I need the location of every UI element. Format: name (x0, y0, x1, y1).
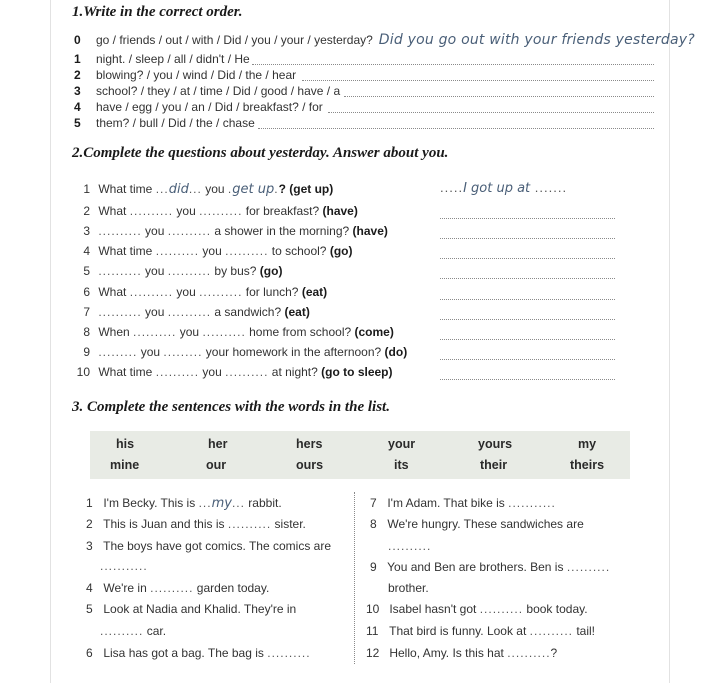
s2-answer-7[interactable] (440, 319, 615, 320)
s1-item-2 (74, 68, 296, 82)
word-list-box (90, 431, 630, 479)
s2-item-10: 10 What time .......... you .......... at night? (go to sleep) (76, 365, 393, 379)
verb-hint: ? (get up) (278, 182, 334, 196)
s2-item-5: 5 .......... you .......... by bus? (go) (83, 264, 283, 278)
s2-item-9: 9 ......... you ......... your homework in the afternoon? (do) (83, 345, 408, 359)
s3-sentence-9: 9 You and Ben are brothers. Ben is .......... (370, 560, 611, 574)
word-yours: yours (478, 437, 513, 451)
question-subject: you (205, 182, 225, 196)
question-start: What time (98, 182, 153, 196)
answer-line-2[interactable] (302, 80, 654, 81)
s3-sentence-5: 5 Look at Nadia and Khalid. They're in (86, 602, 297, 616)
s2-item-8: 8 When .......... you .......... home from school? (come) (83, 325, 394, 339)
item-number: 4 (74, 100, 81, 114)
s3-sentence-8-blank[interactable]: .......... (388, 539, 432, 553)
s2-answer-10[interactable] (440, 379, 615, 380)
s3-sentence-8: 8 We're hungry. These sandwiches are (370, 517, 584, 531)
word-our: our (206, 458, 227, 472)
s3-sentence-6: 6 Lisa has got a bag. The bag is .......... (86, 646, 311, 660)
s1-item-4 (74, 100, 323, 114)
s2-answer-8[interactable] (440, 339, 615, 340)
s2-answer-6[interactable] (440, 299, 615, 300)
s2-answer-1[interactable]: .....I got up at ....... (440, 180, 568, 196)
s2-item-7: 7 .......... you .......... a sandwich? (eat) (83, 305, 310, 319)
s2-item-2: 2 What .......... you .......... for breakfast? (have) (83, 204, 358, 218)
s2-answer-4[interactable] (440, 258, 615, 259)
s2-item-1: 1 What time ...did... you .get up.? (get up) (74, 182, 333, 197)
word-ours: ours (296, 458, 324, 472)
answer-line-1[interactable] (252, 64, 654, 65)
item-number: 1 (83, 182, 90, 196)
handwritten-answer: Did you go out with your friends yesterday? (378, 32, 695, 48)
s3-sentence-5-cont: .......... car. (100, 624, 167, 638)
s3-sentence-9-cont: brother. (388, 581, 429, 595)
s2-answer-3[interactable] (440, 238, 615, 239)
s3-sentence-4: 4 We're in .......... garden today. (86, 581, 270, 595)
word-its: its (394, 458, 409, 472)
section1-title: 1.Write in the correct order. (72, 4, 243, 20)
handwritten-answer: I got up at (463, 181, 531, 196)
word-your: your (388, 437, 416, 451)
s3-sentence-11: 11 That bird is funny. Look at .......... tail! (366, 624, 596, 638)
s3-sentence-7: 7 I'm Adam. That bike is ........... (370, 496, 556, 510)
s2-answer-9[interactable] (440, 359, 615, 360)
item-number: 2 (74, 68, 81, 82)
scrambled-words: school? / they / at / time / Did / good / have / a (96, 84, 341, 98)
item-number: 5 (74, 116, 81, 130)
s2-answer-2[interactable] (440, 218, 615, 219)
item-number: 1 (74, 52, 81, 66)
s2-item-3: 3 .......... you .......... a shower in the morning? (have) (83, 224, 388, 238)
handwritten-fill: my (211, 496, 232, 511)
s3-sentence-10: 10 Isabel hasn't got .......... book today. (366, 602, 588, 616)
scrambled-words: have / egg / you / an / Did / breakfast? / for (96, 100, 323, 114)
word-her: her (208, 437, 228, 451)
section2-title: 2.Complete the questions about yesterday. Answer about you. (72, 145, 449, 161)
s2-answer-5[interactable] (440, 278, 615, 279)
scrambled-words: night. / sleep / all / didn't / He (96, 52, 250, 66)
word-hers: hers (296, 437, 323, 451)
item-number: 0 (74, 33, 81, 47)
scrambled-words: them? / bull / Did / the / chase (96, 116, 255, 130)
answer-line-3[interactable] (344, 96, 654, 97)
s3-sentence-3: 3 The boys have got comics. The comics are (86, 539, 332, 553)
margin-line-right (669, 0, 670, 683)
s2-item-6: 6 What .......... you .......... for lunch? (eat) (83, 285, 328, 299)
margin-line-left (50, 0, 51, 683)
s2-item-4: 4 What time .......... you .......... to school? (go) (83, 244, 353, 258)
s3-sentence-2: 2 This is Juan and this is .......... sister. (86, 517, 306, 531)
column-divider (354, 492, 355, 664)
s1-item-5 (74, 116, 255, 130)
word-theirs: theirs (570, 458, 605, 472)
s1-item-1 (74, 52, 250, 66)
word-their: their (480, 458, 508, 472)
s3-sentence-1: 1 I'm Becky. This is ...my... rabbit. (86, 496, 282, 511)
s1-item-3 (74, 84, 340, 98)
s1-item-0 (74, 32, 695, 48)
s3-sentence-12: 12 Hello, Amy. Is this hat ..........? (366, 646, 558, 660)
s3-sentence-3-blank[interactable]: ........... (100, 559, 148, 573)
answer-line-4[interactable] (328, 112, 654, 113)
handwritten-fill: get up (232, 182, 275, 197)
word-mine: mine (110, 458, 140, 472)
item-number: 3 (74, 84, 81, 98)
word-his: his (116, 437, 135, 451)
word-my: my (578, 437, 597, 451)
answer-line-5[interactable] (258, 128, 654, 129)
scrambled-words: blowing? / you / wind / Did / the / hear (96, 68, 297, 82)
section3-title: 3. Complete the sentences with the words in the list. (72, 399, 390, 415)
scrambled-words: go / friends / out / with / Did / you / your / yesterday? (96, 33, 373, 47)
handwritten-fill: did (168, 182, 189, 197)
